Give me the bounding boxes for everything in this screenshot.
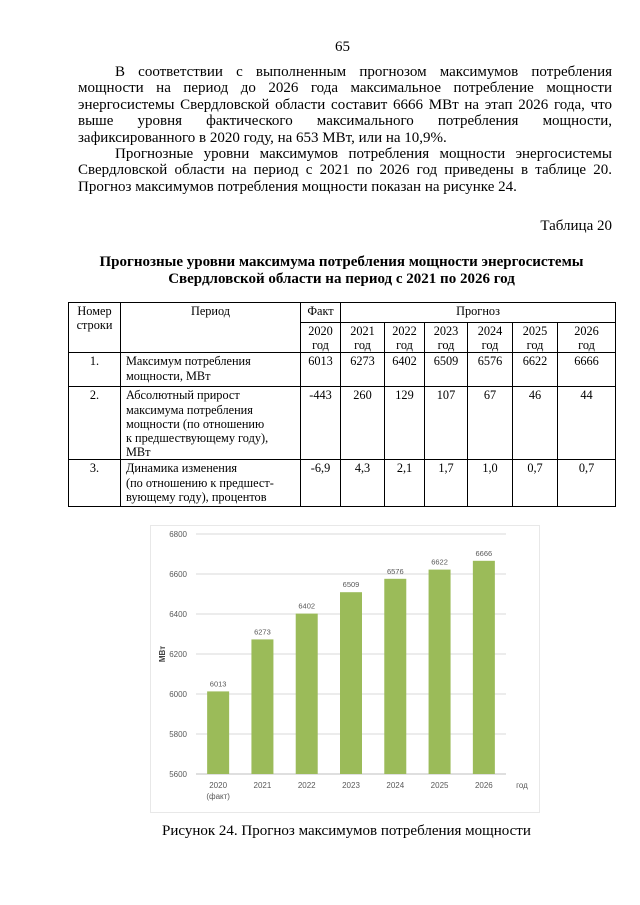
row-value: 4,3 (341, 460, 385, 507)
y-tick-label: 6800 (169, 530, 187, 539)
row-value: 6402 (385, 353, 425, 387)
header-year: 2022 год (385, 323, 425, 353)
row-number: 2. (69, 387, 121, 460)
x-tick-label: 2020 (209, 781, 228, 790)
row-value: 46 (513, 387, 558, 460)
data-label: 6013 (209, 679, 227, 689)
paragraph-1-line-1: В соответствии с выполненным прогнозом максимумов потребления (115, 64, 612, 80)
table-title-line-1: Прогнозные уровни максимума потребления мощности энергосистемы (99, 254, 584, 270)
x-tick-label: 2025 (430, 781, 449, 790)
row-value: 6509 (425, 353, 468, 387)
paragraph-2-line-3: Прогноз максимумов потребления мощности показан на рисунке 24. (78, 178, 517, 195)
header-row-number: Номер строки (69, 303, 121, 353)
row-value: 6666 (558, 353, 616, 387)
data-label: 6402 (298, 601, 316, 611)
body-text (78, 64, 612, 195)
forecast-chart (150, 525, 540, 813)
row-value: 129 (385, 387, 425, 460)
x-tick-label: 2024 (386, 781, 405, 790)
bar (251, 639, 273, 774)
bar (296, 614, 318, 774)
bar (207, 691, 229, 774)
x-tick-label: 2023 (342, 781, 360, 790)
row-value: 6013 (301, 353, 341, 387)
row-value: 1,7 (425, 460, 468, 507)
bar (384, 579, 406, 774)
x-tick-label: (факт) (206, 792, 230, 801)
y-tick-label: 6400 (169, 610, 187, 619)
row-value: 6273 (341, 353, 385, 387)
y-tick-label: 5800 (169, 730, 187, 739)
paragraph-1-line-2: мощности на период до 2026 года максимальное потребление мощности (78, 80, 612, 97)
table-row (69, 353, 616, 387)
header-year: 2025 год (513, 323, 558, 353)
bar (340, 592, 362, 774)
table-row (69, 460, 616, 507)
figure-caption: Рисунок 24. Прогноз максимумов потребления мощности (162, 823, 531, 839)
row-value: -443 (301, 387, 341, 460)
data-label: 6273 (254, 627, 271, 637)
table-header-row (69, 303, 616, 323)
y-tick-label: 6000 (169, 690, 187, 699)
table-row (69, 387, 616, 460)
table-title (68, 254, 615, 287)
x-tick-label: 2026 (474, 781, 493, 790)
header-year: 2026 год (558, 323, 616, 353)
row-period: Максимум потребления мощности, МВт (121, 353, 301, 387)
paragraph-2-line-2: Свердловской области на период с 2021 по 2026 год приведены в таблице 20. (78, 162, 612, 179)
x-axis-label: год (516, 781, 528, 790)
chart-canvas (150, 525, 540, 813)
row-value: 67 (468, 387, 513, 460)
page-number: 65 (335, 39, 350, 55)
table-label: Таблица 20 (540, 218, 612, 234)
y-tick-label: 6600 (169, 570, 187, 579)
x-tick-label: 2021 (253, 781, 272, 790)
data-label: 6509 (342, 580, 360, 590)
bar (429, 570, 451, 774)
header-forecast: Прогноз (341, 303, 616, 323)
row-value: 2,1 (385, 460, 425, 507)
row-value: 44 (558, 387, 616, 460)
header-fact: Факт (301, 303, 341, 323)
paragraph-2-line-1: Прогнозные уровни максимумов потребления мощности энергосистемы (115, 145, 612, 162)
row-value: 1,0 (468, 460, 513, 507)
bar (473, 561, 495, 774)
header-year: 2021 год (341, 323, 385, 353)
paragraph-1-line-4: выше уровня фактического максимального потребления мощности, (78, 113, 612, 130)
forecast-table (68, 302, 616, 507)
data-label: 6622 (431, 557, 448, 567)
y-tick-label: 5600 (169, 770, 187, 779)
y-tick-label: 6200 (169, 650, 187, 659)
x-tick-label: 2022 (297, 781, 316, 790)
row-period: Динамика изменения (по отношению к предшест- вующему году), процентов (121, 460, 301, 507)
data-label: 6576 (386, 566, 404, 576)
header-period: Период (121, 303, 301, 353)
row-value: 260 (341, 387, 385, 460)
row-number: 1. (69, 353, 121, 387)
row-value: 0,7 (558, 460, 616, 507)
header-year: 2020 год (301, 323, 341, 353)
table-title-line-2: Свердловской области на период с 2021 по 2026 год (168, 270, 515, 287)
data-label: 6666 (475, 548, 493, 558)
header-year: 2024 год (468, 323, 513, 353)
row-period: Абсолютный прирост максимума потребления мощности (по отношению к предшествующему году), МВт (121, 387, 301, 460)
paragraph-1-line-5: зафиксированного в 2020 году, на 653 МВт, или на 10,9%. (78, 129, 447, 146)
row-value: 6622 (513, 353, 558, 387)
header-year: 2023 год (425, 323, 468, 353)
y-axis-label: МВт (158, 645, 167, 663)
row-number: 3. (69, 460, 121, 507)
row-value: -6,9 (301, 460, 341, 507)
row-value: 0,7 (513, 460, 558, 507)
paragraph-1-line-3: энергосистемы Свердловской области составит 6666 МВт на этап 2026 года, что (78, 96, 612, 113)
row-value: 107 (425, 387, 468, 460)
row-value: 6576 (468, 353, 513, 387)
